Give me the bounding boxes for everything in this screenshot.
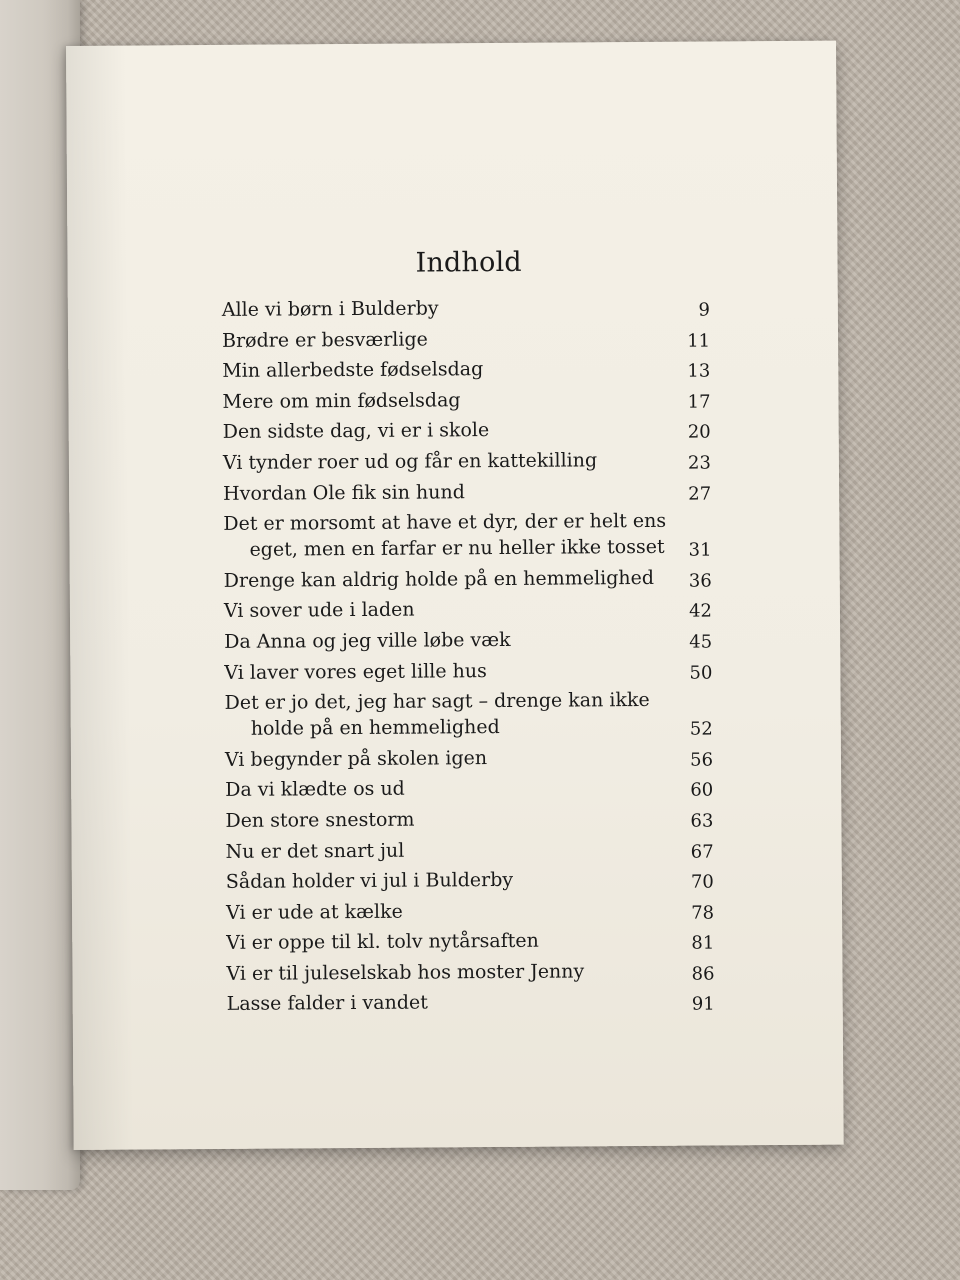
toc-entry bbox=[222, 324, 722, 353]
toc-entry bbox=[226, 835, 726, 864]
toc-entry-page: 36 bbox=[688, 570, 712, 592]
toc-entry bbox=[226, 866, 726, 895]
toc-entry-title: Mere om min fødselsdag bbox=[222, 389, 461, 413]
toc-entry-page: 17 bbox=[687, 391, 711, 413]
toc-entry-title: Hvordan Ole fik sin hund bbox=[223, 480, 465, 505]
toc-entry-page: 56 bbox=[690, 749, 714, 771]
toc-entry-title: Nu er det snart jul bbox=[225, 839, 405, 863]
toc-entry-title: Vi laver vores eget lille hus bbox=[224, 659, 487, 684]
toc-entry bbox=[222, 355, 722, 384]
toc-entry-page: 31 bbox=[688, 539, 712, 561]
toc-entry bbox=[225, 687, 725, 742]
toc-entry-title: Vi er til juleselskab hos moster Jenny bbox=[226, 960, 585, 985]
toc-entry bbox=[226, 896, 726, 925]
toc-entry-title: Alle vi børn i Bulderby bbox=[221, 297, 439, 321]
toc-entry bbox=[226, 957, 726, 986]
toc-entry bbox=[224, 564, 724, 593]
toc-entry-page: 13 bbox=[687, 360, 711, 382]
toc-entry-page: 20 bbox=[687, 421, 711, 444]
toc-entry-page: 78 bbox=[691, 902, 715, 924]
toc-entry bbox=[225, 804, 725, 833]
toc-entry bbox=[223, 508, 723, 563]
toc-entry-title: Brødre er besværlige bbox=[221, 328, 428, 352]
toc-entry-page: 23 bbox=[687, 452, 712, 474]
book-page bbox=[66, 41, 844, 1150]
toc-entry-page: 63 bbox=[690, 810, 714, 832]
toc-entry-page: 42 bbox=[688, 600, 713, 623]
toc-entry-title: Vi tynder roer ud og får en kattekilling bbox=[222, 449, 598, 474]
toc-entry-title: Vi er ude at kælke bbox=[225, 900, 403, 924]
toc-entry-title: Sådan holder vi jul i Bulderby bbox=[225, 868, 514, 893]
toc-entry bbox=[223, 416, 723, 445]
contents-heading: Indhold bbox=[415, 246, 522, 279]
toc-entry-title: Vi begynder på skolen igen bbox=[224, 746, 488, 771]
toc-entry-page: 81 bbox=[691, 932, 715, 954]
toc-entry bbox=[225, 743, 725, 772]
toc-entry-title: Da Anna og jeg ville løbe væk bbox=[224, 628, 511, 653]
toc-entry-page: 70 bbox=[690, 871, 714, 893]
toc-entry-page: 60 bbox=[690, 779, 714, 801]
toc-entry-title: Lasse falder i vandet bbox=[226, 991, 428, 1016]
toc-entry bbox=[223, 477, 723, 506]
toc-entry-page: 67 bbox=[690, 840, 714, 863]
toc-entry-page: 45 bbox=[689, 631, 713, 653]
toc-entry-title: Vi er oppe til kl. tolv nytårsaften bbox=[226, 930, 539, 955]
toc-entry-title: Den store snestorm bbox=[225, 808, 415, 832]
toc-entry-page: 9 bbox=[698, 299, 710, 321]
toc-entry-title: Da vi klædte os ud bbox=[225, 777, 405, 802]
table-of-contents bbox=[222, 293, 727, 1022]
toc-entry bbox=[224, 595, 724, 624]
toc-entry bbox=[222, 385, 722, 414]
toc-entry-title: Vi sover ude i laden bbox=[223, 598, 415, 623]
toc-entry-title: Min allerbedste fødselsdag bbox=[222, 358, 484, 383]
toc-entry-page: 86 bbox=[691, 963, 715, 985]
toc-entry-page: 11 bbox=[687, 330, 711, 352]
toc-entry bbox=[227, 988, 727, 1017]
toc-entry-title: Drenge kan aldrig holde på en hemmelighed bbox=[223, 566, 655, 592]
toc-entry bbox=[224, 625, 724, 654]
toc-entry-title: Det er morsomt at have et dyr, der er helt ens eget, men en farfar er nu heller ikke tosset bbox=[223, 509, 667, 561]
toc-entry bbox=[225, 774, 725, 803]
toc-entry bbox=[224, 656, 724, 685]
toc-entry-page: 50 bbox=[689, 662, 713, 684]
toc-entry-page: 52 bbox=[689, 718, 713, 740]
toc-entry bbox=[226, 927, 726, 956]
toc-entry-title: Det er jo det, jeg har sagt – drenge kan ikke holde på en hemmelighed bbox=[224, 689, 650, 740]
toc-entry bbox=[223, 446, 723, 475]
toc-entry-page: 27 bbox=[688, 483, 712, 505]
toc-entry bbox=[222, 293, 722, 322]
toc-entry-page: 91 bbox=[691, 993, 715, 1016]
toc-entry-title: Den sidste dag, vi er i skole bbox=[222, 419, 490, 444]
